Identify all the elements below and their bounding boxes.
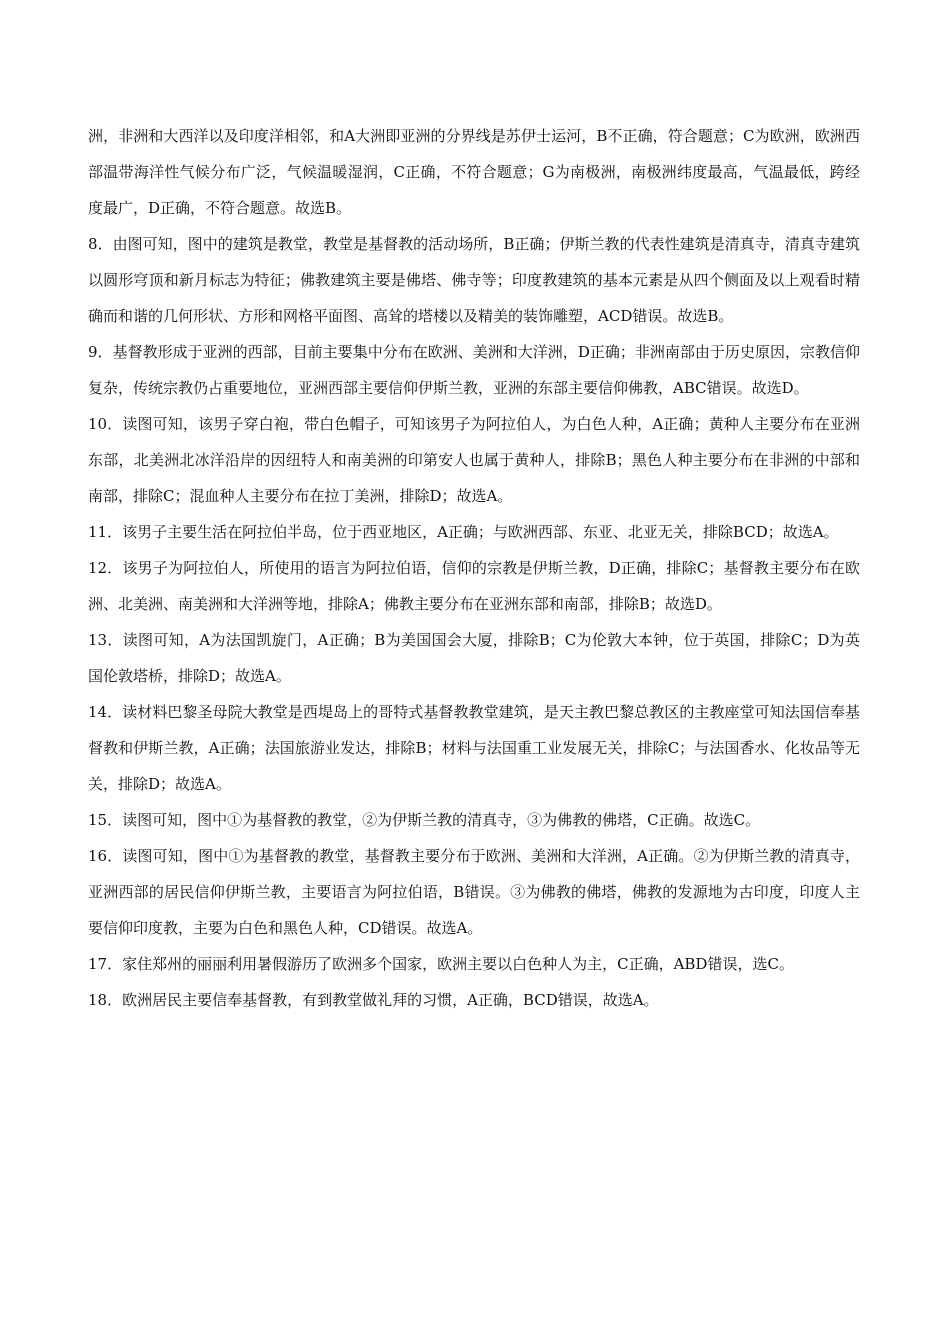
answer-8: 8．由图可知，图中的建筑是教堂，教堂是基督教的活动场所，B正确；伊斯兰教的代表性建筑是清真寺，清真寺建筑以圆形穹顶和新月标志为特征；佛教建筑主要是佛塔、佛寺等；印度教建筑的基本元素是从四个侧面及以上观看时精确而和谐的几何形状、方形和网格平面图、高耸的塔楼以及精美的装饰雕塑，ACD错误。故选B。 [88,235,860,325]
answer-16: 16．读图可知，图中①为基督教的教堂，基督教主要分布于欧洲、美洲和大洋洲，A正确。②为伊斯兰教的清真寺，亚洲西部的居民信仰伊斯兰教，主要语言为阿拉伯语，B错误。③为佛教的佛塔，佛教的发源地为古印度，印度人主要信仰印度教，主要为白色和黑色人种，CD错误。故选A。 [88,847,860,937]
answer-15: 15．读图可知，图中①为基督教的教堂，②为伊斯兰教的清真寺，③为佛教的佛塔，C正确。故选C。 [88,811,761,829]
answer-11: 11．该男子主要生活在阿拉伯半岛，位于西亚地区，A正确；与欧洲西部、东亚、北亚无关，排除BCD；故选A。 [88,523,839,541]
answer-17: 17．家住郑州的丽丽利用暑假游历了欧洲多个国家，欧洲主要以白色种人为主，C正确，ABD错误，选C。 [88,955,794,973]
paragraph-continuation: 洲，非洲和大西洋以及印度洋相邻，和A大洲即亚洲的分界线是苏伊士运河，B不正确，符合题意；C为欧洲，欧洲西部温带海洋性气候分布广泛，气候温暖湿润，C正确，不符合题意；G为南极洲，南极洲纬度最高，气温最低，跨经度最广，D正确，不符合题意。故选B。 [88,127,860,217]
answer-18: 18．欧洲居民主要信奉基督教，有到教堂做礼拜的习惯，A正确，BCD错误，故选A。 [88,991,659,1009]
document-body [88,118,860,1018]
answer-14: 14．读材料巴黎圣母院大教堂是西堤岛上的哥特式基督教教堂建筑，是天主教巴黎总教区的主教座堂可知法国信奉基督教和伊斯兰教，A正确；法国旅游业发达，排除B；材料与法国重工业发展无关，排除C；与法国香水、化妆品等无关，排除D；故选A。 [88,703,860,793]
answer-13: 13．读图可知，A为法国凯旋门，A正确；B为美国国会大厦，排除B；C为伦敦大本钟，位于英国，排除C；D为英国伦敦塔桥，排除D；故选A。 [88,631,860,685]
answer-12: 12．该男子为阿拉伯人，所使用的语言为阿拉伯语，信仰的宗教是伊斯兰教，D正确，排除C；基督教主要分布在欧洲、北美洲、南美洲和大洋洲等地，排除A；佛教主要分布在亚洲东部和南部，排除B；故选D。 [88,559,860,613]
answer-9: 9．基督教形成于亚洲的西部，目前主要集中分布在欧洲、美洲和大洋洲，D正确；非洲南部由于历史原因，宗教信仰复杂，传统宗教仍占重要地位，亚洲西部主要信仰伊斯兰教，亚洲的东部主要信仰佛教，ABC错误。故选D。 [88,343,860,397]
answer-10: 10．读图可知，该男子穿白袍，带白色帽子，可知该男子为阿拉伯人，为白色人种，A正确；黄种人主要分布在亚洲东部，北美洲北冰洋沿岸的因纽特人和南美洲的印第安人也属于黄种人，排除B；黑色人种主要分布在非洲的中部和南部，排除C；混血种人主要分布在拉丁美洲，排除D；故选A。 [88,415,860,505]
